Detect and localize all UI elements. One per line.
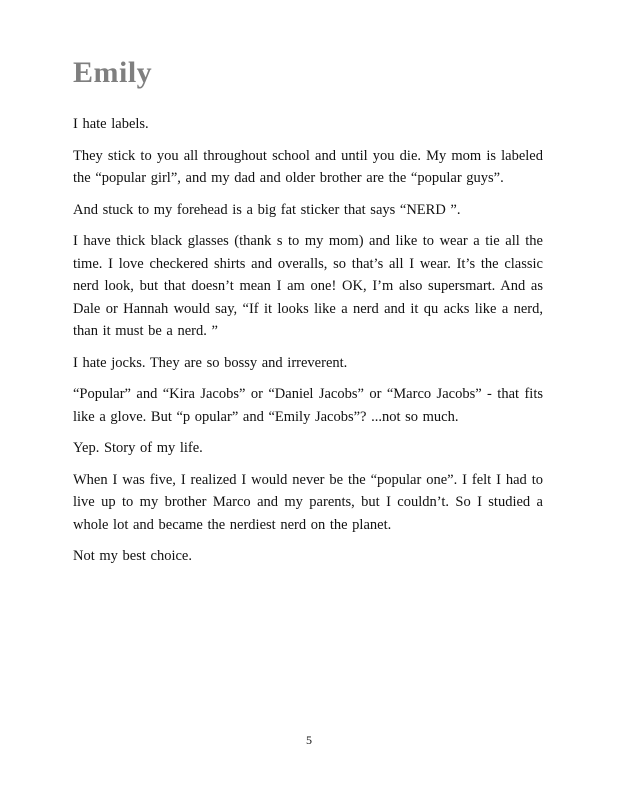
paragraph: “Popular” and “Kira Jacobs” or “Daniel Jacobs” or “Marco Jacobs” - that fits like a glove. But “p opular” and “Emily Jacobs”? ...not so much.	[73, 386, 543, 425]
paragraph: I have thick black glasses (thank s to my mom) and like to wear a tie all the time. I love checkered shirts and overalls, so that’s all I wear. It’s the classic nerd look, but that doesn’t mean I am one! OK, I’m also supersmart. And as Dale or Hannah would say, “If it looks like a nerd and it qu acks like a nerd, than it must be a nerd. ”	[73, 233, 543, 339]
paragraph: I hate jocks. They are so bossy and irreverent.	[73, 354, 348, 371]
paragraph: And stuck to my forehead is a big fat sticker that says “NERD ”.	[73, 201, 461, 218]
page-number: 5	[306, 733, 312, 747]
paragraph: Not my best choice.	[73, 548, 192, 564]
chapter-body	[73, 113, 543, 577]
paragraph: They stick to you all throughout school and until you die. My mom is labeled the “popular girl”, and my dad and older brother are the “popular guys”.	[73, 147, 543, 186]
paragraph: Yep. Story of my life.	[73, 440, 203, 456]
chapter-title: Emily	[73, 56, 153, 89]
paragraph: When I was five, I realized I would never be the “popular one”. I felt I had to live up to my brother Marco and my parents, but I couldn’t. So I studied a whole lot and became the nerdiest nerd on the planet.	[73, 471, 543, 533]
paragraph: I hate labels.	[73, 116, 149, 132]
